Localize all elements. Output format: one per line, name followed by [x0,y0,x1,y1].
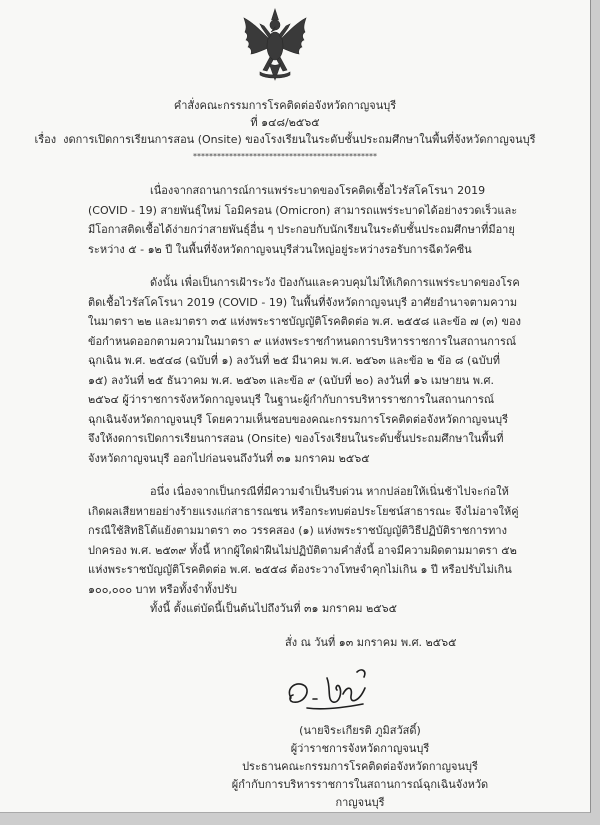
issue-date: สั่ง ณ วันที่ ๑๓ มกราคม พ.ศ. ๒๕๖๕ [285,635,457,649]
asterisk-separator: ********************************************** [193,152,377,161]
order-subject-line [15,132,555,148]
subject-text: งดการเปิดการเรียนการสอน (Onsite) ของโรงเรียนในระดับชั้นประถมศึกษาในพื้นที่จังหวัดกาญจนบุรี [63,133,536,146]
signatory-committee-role: ประธานคณะกรรมการโรคติดต่อจังหวัดกาญจนบุรี [242,759,478,773]
signatory-emergency-role: ผู้กำกับการบริหารราชการในสถานการณ์ฉุกเฉินจังหวัดกาญจนบุรี [231,777,489,809]
signatory-position: ผู้ว่าราชการจังหวัดกาญจนบุรี [290,741,430,755]
paragraph-order: ดังนั้น เพื่อเป็นการเฝ้าระวัง ป้องกันและควบคุมไม่ให้เกิดการแพร่ระบาดของโรคติดเชื้อไวรัสโคโรนา 2019 (COVID - 19) ในพื้นที่จังหวัดกาญจนบุรี อาศัยอำนาจตามความในมาตรา ๒๒ และมาตรา ๓๕ แห่งพระราชบัญญัติโรคติดต่อ พ.ศ. ๒๕๕๘ และข้อ ๗ (๓) ของข้อกำหนดออกตามความในมาตรา ๙ แห่งพระราชกำหนดการบริหารราชการในสถานการณ์ฉุกเฉิน พ.ศ. ๒๕๔๘ (ฉบับที่ ๑) ลงวันที่ ๒๕ มีนาคม พ.ศ. ๒๕๖๓ และข้อ ๒ ข้อ ๘ (ฉบับที่ ๑๕) ลงวันที่ ๒๕ ธันวาคม พ.ศ. ๒๕๖๓ และข้อ ๙ (ฉบับที่ ๒๐) ลงวันที่ ๑๖ เมษายน พ.ศ. ๒๕๖๔ ผู้ว่าราชการจังหวัดกาญจนบุรี ในฐานะผู้กำกับการบริหารราชการในสถานการณ์ฉุกเฉินจังหวัดกาญจนบุรี โดยความเห็นชอบของคณะกรรมการโรคติดต่อจังหวัดกาญจนบุรี จึงให้งดการเปิดการเรียนการสอน (Onsite) ของโรงเรียนในระดับชั้นประถมศึกษาในพื้นที่จังหวัดกาญจนบุรี ออกไปก่อนจนถึงวันที่ ๓๑ มกราคม ๒๕๖๕ [88,276,522,465]
signatory-name: (นายจิระเกียรติ ภูมิสวัสดิ์) [299,723,421,737]
paragraph-effective-date: ทั้งนี้ ตั้งแต่บัดนี้เป็นต้นไปถึงวันที่ ๓๑ มกราคม ๒๕๖๕ [150,602,397,615]
order-body [88,181,522,812]
handwritten-signature [277,658,377,720]
garuda-emblem [240,8,310,84]
order-number: ที่ ๑๔๘/๒๕๖๕ [250,116,320,129]
order-title: คำสั่งคณะกรรมการโรคติดต่อจังหวัดกาญจนบุรี [173,99,397,112]
subject-label: เรื่อง [34,133,57,146]
signatory-block [220,658,500,812]
paragraph-penalty: อนึ่ง เนื่องจากเป็นกรณีที่มีความจำเป็นรีบด่วน หากปล่อยให้เนิ่นช้าไปจะก่อให้เกิดผลเสียหายอย่างร้ายแรงแก่สาธารณชน หรือกระทบต่อประโยชน์สาธารณะ จึงไม่อาจให้คู่กรณีใช้สิทธิโต้แย้งตามมาตรา ๓๐ วรรคสอง (๑) แห่งพระราชบัญญัติวิธีปฏิบัติราชการทางปกครอง พ.ศ. ๒๕๓๙ ทั้งนี้ หากผู้ใดฝ่าฝืนไม่ปฏิบัติตามคำสั่งนี้ อาจมีความผิดตามมาตรา ๕๒ แห่งพระราชบัญญัติโรคติดต่อ พ.ศ. ๒๕๕๘ ต้องระวางโทษจำคุกไม่เกิน ๑ ปี หรือปรับไม่เกิน ๑๐๐,๐๐๐ บาท หรือทั้งจำทั้งปรับ [88,485,519,596]
signoff-block [88,633,522,812]
paragraph-situation: เนื่องจากสถานการณ์การแพร่ระบาดของโรคติดเชื้อไวรัสโคโรนา 2019 (COVID - 19) สายพันธุ์ใหม่ โอมิครอน (Omicron) สามารถแพร่ระบาดได้อย่างรวดเร็วและมีโอกาสติดเชื้อได้ง่ายกว่าสายพันธุ์อื่น ๆ ประกอบกับนักเรียนในระดับชั้นประถมศึกษาที่มีอายุระหว่าง ๕ - ๑๒ ปี ในพื้นที่จังหวัดกาญจนบุรีส่วนใหญ่อยู่ระหว่างรอรับการฉีดวัคซีน [88,184,518,256]
